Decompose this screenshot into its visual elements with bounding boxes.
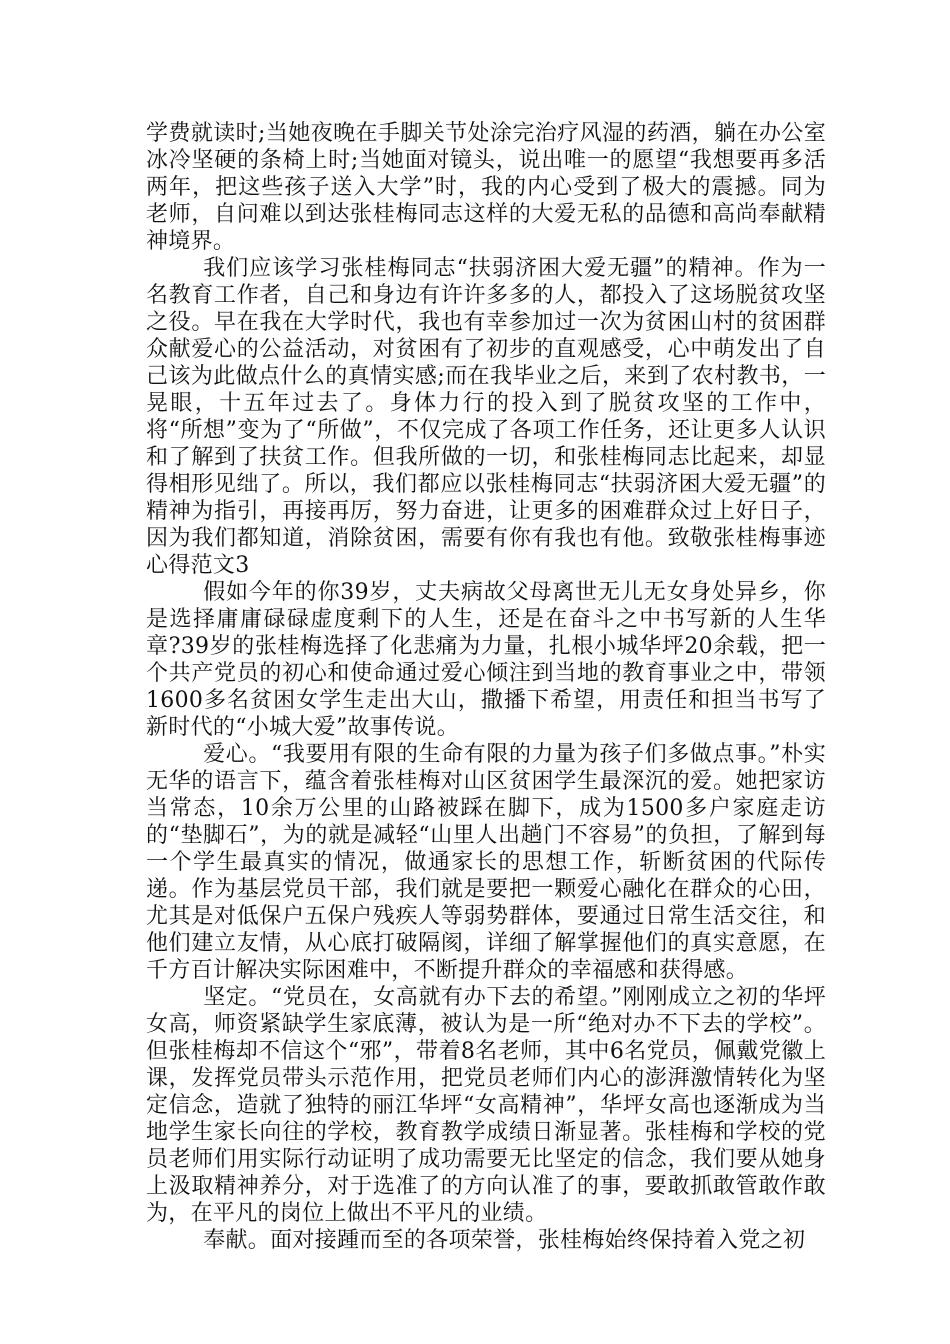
paragraph-love: 爱心。“我要用有限的生命有限的力量为孩子们多做点事。”朴实无华的语言下，蕴含着张桂梅对山区贫困学生最深沉的爱。她把家访当常态，10余万公里的山路被踩在脚下，成为1500多户家庭走访的“垫脚石”，为的就是减轻“山里人出趟门不容易”的负担，了解到每一个学生最真实的情况，做通家长的思想工作，斩断贫困的代际传递。作为基层党员干部，我们就是要把一颗爱心融化在群众的心田，尤其是对低保户五保户残疾人等弱势群体，要通过日常生活交往，和他们建立友情，从心底打破隔阂，详细了解掌握他们的真实意愿，在千方百计解决实际困难中，不断提升群众的幸福感和获得感。 [146, 742, 826, 983]
paragraph-continuation: 学费就读时;当她夜晚在手脚关节处涂完治疗风湿的药酒，躺在办公室冰冷坚硬的条椅上时;当她面对镜头，说出唯一的愿望“我想要再多活两年，把这些孩子送入大学”时，我的内心受到了极大的震撼。同为老师，自问难以到达张桂梅同志这样的大爱无私的品德和高尚奉献精神境界。 [146, 121, 826, 254]
paragraph-determination: 坚定。“党员在，女高就有办下去的希望。”刚刚成立之初的华坪女高，师资紧缺学生家底薄，被认为是一所“绝对办不下去的学校”。但张桂梅却不信这个“邪”，带着8名老师，其中6名党员，佩戴党徽上课，发挥党员带头示范作用，把党员老师们内心的澎湃激情转化为坚定信念，造就了独特的丽江华坪“女高精神”，华坪女高也逐渐成为当地学生家长向往的学校，教育教学成绩日渐显著。张桂梅和学校的党员老师们用实际行动证明了成功需要无比坚定的信念，我们要从她身上汲取精神养分，对于选准了的方向认准了的事，要敢抓敢管敢作敢为，在平凡的岗位上做出不平凡的业绩。 [146, 985, 826, 1226]
paragraph-age-39: 假如今年的你39岁，丈夫病故父母离世无儿无女身处异乡，你是选择庸庸碌碌虚度剩下的人生，还是在奋斗之中书写新的人生华章?39岁的张桂梅选择了化悲痛为力量，扎根小城华坪20余载，把一个共产党员的初心和使命通过爱心倾注到当地的教育事业之中，带领1600多名贫困女学生走出大山，撒播下希望，用责任和担当书写了新时代的“小城大爱”故事传说。 [146, 580, 826, 740]
document-body [146, 120, 826, 1254]
paragraph-dedication: 奉献。面对接踵而至的各项荣誉，张桂梅始终保持着入党之初 [203, 1228, 806, 1253]
paragraph-learning-spirit: 我们应该学习张桂梅同志“扶弱济困大爱无疆”的精神。作为一名教育工作者，自己和身边有许许多多的人，都投入了这场脱贫攻坚之役。早在我在大学时代，我也有幸参加过一次为贫困山村的贫困群众献爱心的公益活动，对贫困有了初步的直观感受，心中萌发出了自己该为此做点什么的真情实感;而在我毕业之后，来到了农村教书，一晃眼，十五年过去了。身体力行的投入到了脱贫攻坚的工作中，将“所想”变为了“所做”，不仅完成了各项工作任务，还让更多人认识和了解到了扶贫工作。但我所做的一切，和张桂梅同志比起来，却显得相形见绌了。所以，我们都应以张桂梅同志“扶弱济困大爱无疆”的精神为指引，再接再厉，努力奋进，让更多的困难群众过上好日子，因为我们都知道，消除贫困，需要有你有我也有他。致敬张桂梅事迹心得范文3 [146, 256, 826, 578]
